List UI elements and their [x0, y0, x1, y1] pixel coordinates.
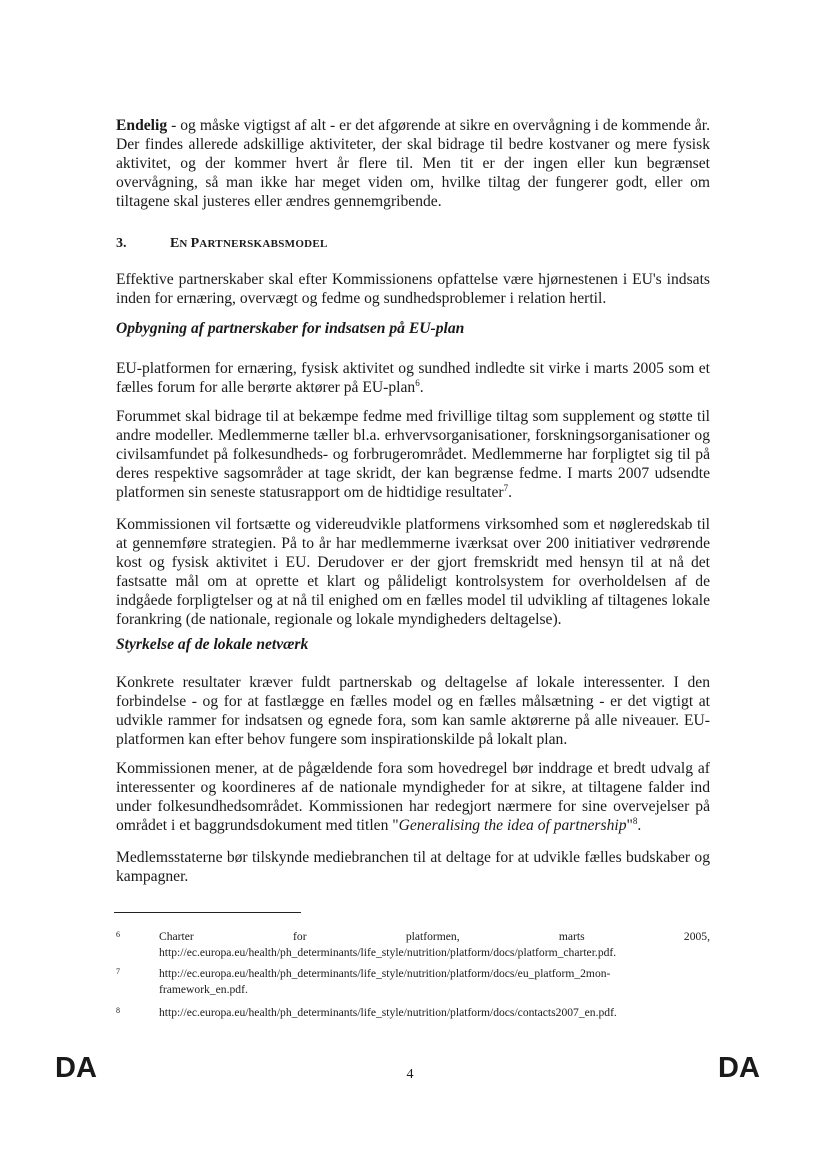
footnote-title-line: Charter for platformen, marts 2005, — [159, 930, 710, 943]
paragraph-media: Medlemsstaterne bør tilskynde mediebranchen til at deltage for at udvikle fælles budskaber og kampagner. — [116, 849, 710, 885]
paragraph-commission-platform: Kommissionen vil fortsætte og videreudvikle platformens virksomhed som et nøgleredskab til at gennemføre strategien. På to år har medlemmerne iværksat over 200 initiativer vedrørende kost og fysisk aktivitet i EU. Derudover er der gjort fremskridt med hensyn til at nå det fastsatte mål om at oprette et klart og pålideligt kontrolsystem for overholdelsen af de indgåede forpligtelser og at nå til enighed om en fælles model til udvikling af tiltagenes lokale forankring (de nationale, regionale og lokale myndigheders deltagelse). — [116, 516, 710, 628]
footnote-mark: 7 — [116, 967, 120, 976]
footnote-mark: 6 — [116, 930, 120, 939]
document-title: Generalising the idea of partnership — [398, 817, 627, 834]
footnote-separator — [114, 912, 301, 913]
footnote-ref-6: 6 — [415, 377, 420, 388]
paragraph-eu-platform: EU-platformen for ernæring, fysisk aktivitet og sundhed indledte sit virke i marts 2005 som et fælles forum for alle berørte aktører på EU-plan$^6$. — [116, 360, 710, 396]
footnote-ref-8: 8 — [632, 815, 638, 826]
paragraph-text: - og måske vigtigst af alt - er det afgørende at sikre en overvågning i de kommende år. Der findes allerede adskillige aktiviteter, der skal bidrage til bedre kostvaner og mere fysisk aktivitet, og der kommer hvert år flere til. Men tit er der ingen eller kun begrænset overvågning, så man ikke har meget viden om, hvilke tiltag der fungerer godt, eller om tiltagene skal justeres eller ændres gennemgribende. — [116, 117, 710, 210]
paragraph-fora: Kommissionen mener, at de pågældende fora som hovedregel bør inddrage et bredt udvalg af interessenter og koordineres af de nationale myndigheder for at sikre, at tiltagene falder ind under folkesundhedsområdet. Kommissionen har redegjort nærmere for sine overvejelser på området i et baggrundsdokument med titlen "Generalising the idea of partnership"$^8$. — [116, 760, 710, 834]
subheading-local-networks: Styrkelse af de lokale netværk — [116, 636, 309, 653]
subheading-eu-partnerships: Opbygning af partnerskaber for indsatsen på EU-plan — [116, 320, 465, 337]
section-heading — [116, 236, 328, 252]
paragraph-monitoring — [116, 116, 710, 211]
paragraph-local-results: Konkrete resultater kræver fuldt partnerskab og deltagelse af lokale interessenter. I den forbindelse - og for at fastlægge en fælles model og en fælles målsætning - er det vigtigt at udvikle rammer for indsatsen og egnede fora, som kan samle aktørerne på alle niveauer. EU-platformen kan efter behov fungere som inspirationskilde på lokalt plan. — [116, 674, 710, 748]
page-number: 4 — [406, 1067, 414, 1082]
section-number: 3. — [116, 236, 127, 251]
paragraph-forum: Forummet skal bidrage til at bekæmpe fedme med frivillige tiltag som supplement og støtte til andre modeller. Medlemmerne tæller bl.a. erhvervsorganisationer, forskningsorganisationer og civilsamfundet på folkesundheds- og forbrugerområdet. Medlemmerne har forpligtet sig til på deres respektive sagsområder at tage skridt, der kan begrænse fedme. I marts 2007 udsendte platformen sin seneste statusrapport om de hidtidige resultater$^7$. — [116, 408, 710, 501]
footnote-link[interactable]: http://ec.europa.eu/health/ph_determinants/life_style/nutrition/platform/docs/eu_platform_2mon- framework_en.pdf. — [159, 967, 611, 996]
footnote-link[interactable]: http://ec.europa.eu/health/ph_determinants/life_style/nutrition/platform/docs/contacts2007_en.pdf. — [159, 1006, 617, 1019]
section-title: EN PARTNERSKABSMODEL — [170, 236, 328, 251]
footnote-ref-7: 7 — [503, 482, 509, 493]
language-code-right: DA — [718, 1052, 760, 1084]
lead-word: Endelig — [116, 117, 168, 134]
footnote-mark: 8 — [116, 1006, 120, 1015]
footnote-7 — [116, 966, 710, 998]
paragraph-partnerships: Effektive partnerskaber skal efter Kommissionens opfattelse være hjørnestenen i EU's indsats inden for ernæring, overvægt og fedme og sundhedsproblemer i relation hertil. — [116, 271, 710, 307]
footnote-8 — [116, 1005, 710, 1021]
footnote-6 — [116, 929, 710, 961]
language-code-left: DA — [55, 1052, 97, 1084]
footnote-link[interactable]: http://ec.europa.eu/health/ph_determinants/life_style/nutrition/platform/docs/platform_charter.pdf. — [159, 946, 617, 959]
